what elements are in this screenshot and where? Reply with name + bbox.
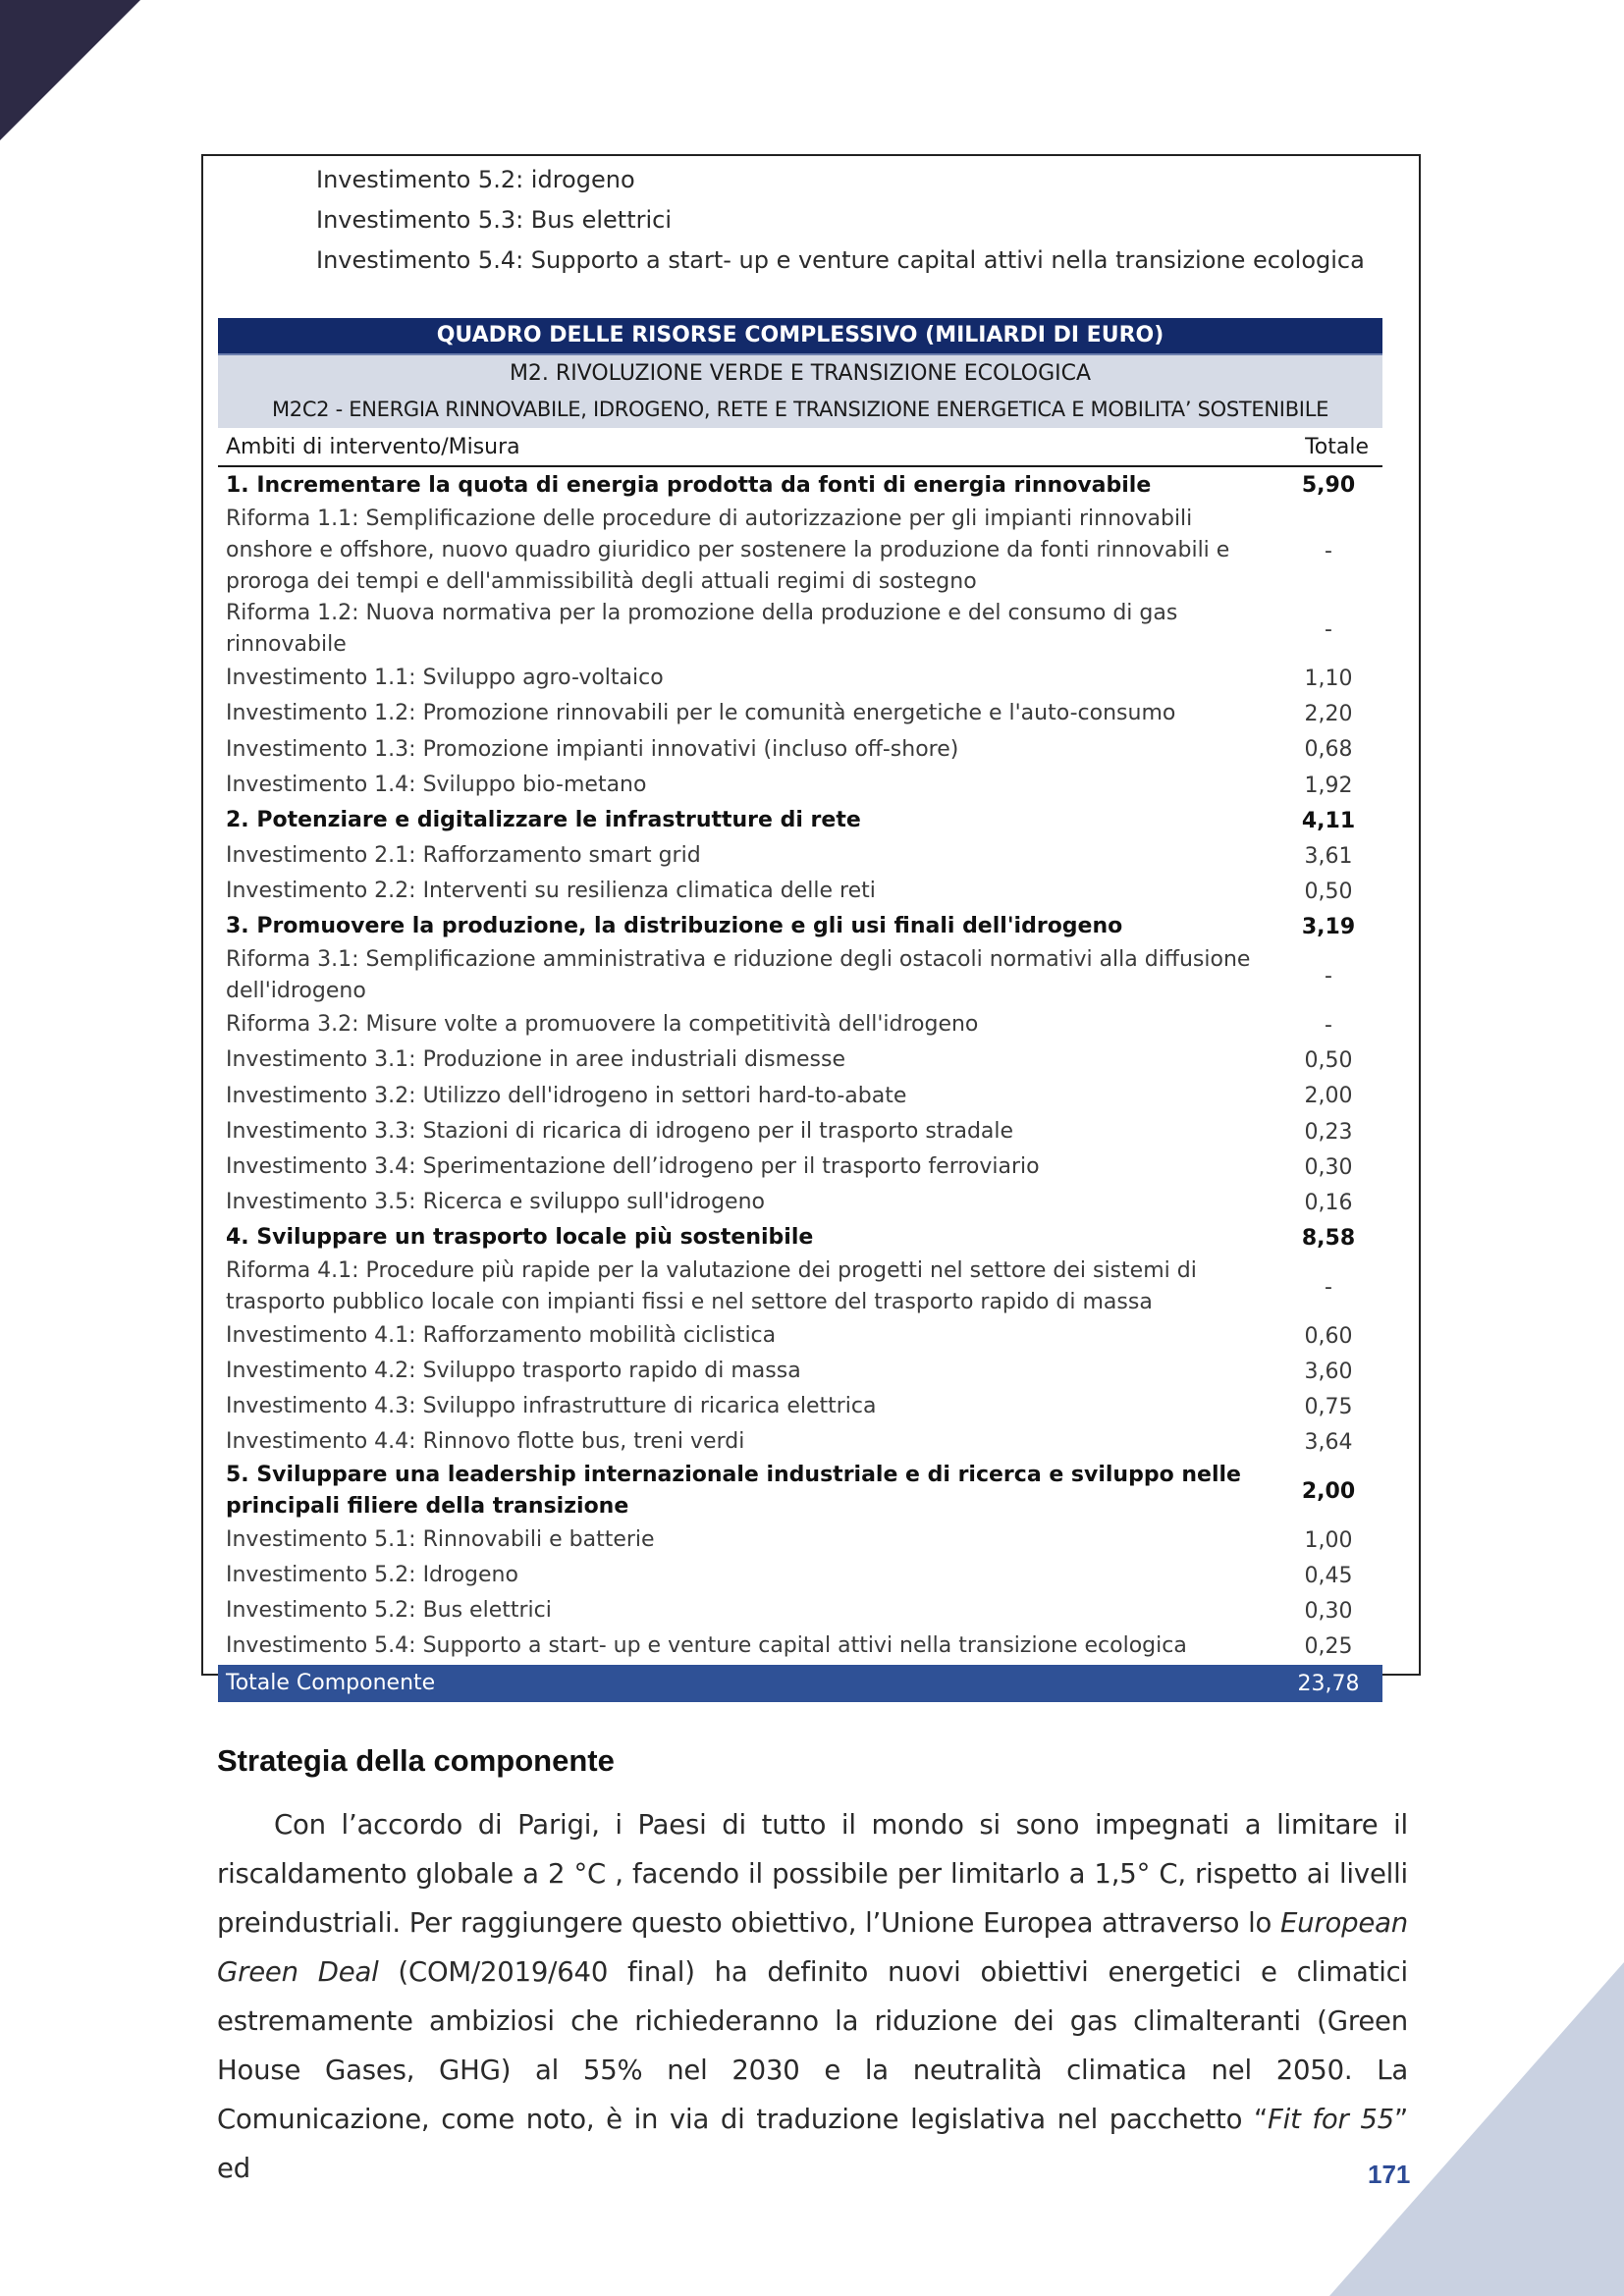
row-value: 1,00 (1304, 1527, 1353, 1553)
row-label: 1. Incrementare la quota di energia prodotta da fonti di energia rinnovabile (226, 472, 1152, 498)
row-label: 2. Potenziare e digitalizzare le infrastrutture di rete (226, 808, 861, 832)
table-total-row (218, 1665, 1382, 1702)
table-row (218, 838, 1382, 874)
row-value: 0,16 (1304, 1190, 1353, 1215)
row-label: Riforma 3.2: Misure volte a promuovere la competitività dell'idrogeno (226, 1012, 979, 1037)
row-label: 3. Promuovere la produzione, la distribuzione e gli usi finali dell'idrogeno (226, 914, 1123, 938)
row-value: 0,30 (1304, 1598, 1353, 1624)
row-label: Investimento 5.2: Bus elettrici (226, 1598, 552, 1623)
section-title: Strategia della componente (217, 1743, 615, 1778)
page-number: 171 (1368, 2160, 1411, 2189)
row-value: 4,11 (1301, 808, 1356, 833)
row-label: Investimento 4.3: Sviluppo infrastrutture di ricarica elettrica (226, 1394, 877, 1418)
row-value: - (1325, 538, 1332, 563)
list-item: Investimento 5.3: Bus elettrici (316, 206, 673, 234)
table-row (218, 1629, 1382, 1664)
row-label: Riforma 1.1: Semplificazione delle procedure di autorizzazione per gli impianti rinnovabili onshore e offshore, nuovo quadro giuridico per sostenere la produzione da fonti rinnovabili e proroga dei tempi e dell'ammissibilità degli attuali regimi di sostegno (226, 507, 1230, 594)
row-label: Riforma 1.2: Nuova normativa per la promozione della produzione e del consumo di gas rinnovabile (226, 601, 1178, 657)
row-value: - (1325, 616, 1332, 642)
row-label: Investimento 1.1: Sviluppo agro-voltaico (226, 666, 664, 690)
table-row (218, 1185, 1382, 1220)
row-label: Investimento 2.2: Interventi su resilienza climatica delle reti (226, 879, 876, 903)
row-value: 0,23 (1304, 1119, 1353, 1145)
table-row (218, 1007, 1382, 1042)
body-text-part: (COM/2019/640 final) ha definito nuovi obiettivi energetici e climatici estremamente ambiziosi che richiederanno la riduzione dei gas climalteranti (Green House Gases, GHG) al 55% nel 2030 e la neutralità climatica nel 2050. La Comunicazione, come noto, è in via di traduzione legislativa nel pacchetto “ (217, 1956, 1408, 2135)
row-value: 3,64 (1304, 1429, 1353, 1455)
row-label: Investimento 4.2: Sviluppo trasporto rapido di massa (226, 1359, 801, 1383)
table-row (218, 1114, 1382, 1149)
row-value: 2,00 (1301, 1478, 1356, 1504)
table-row (218, 1593, 1382, 1629)
row-value: 3,60 (1304, 1359, 1353, 1384)
row-value: 0,60 (1304, 1323, 1353, 1349)
table-row (218, 1389, 1382, 1424)
table-row (218, 731, 1382, 768)
row-value: 3,61 (1304, 843, 1353, 869)
table-mission: M2. RIVOLUZIONE VERDE E TRANSIZIONE ECOLOGICA (218, 355, 1382, 392)
row-label: Investimento 1.4: Sviluppo bio-metano (226, 773, 647, 797)
table-row (218, 803, 1382, 838)
body-text-emphasis: Fit for 55 (1268, 2104, 1394, 2135)
table-row (218, 1522, 1382, 1558)
row-label: Investimento 1.2: Promozione rinnovabili per le comunità energetiche e l'auto-consumo (226, 701, 1176, 725)
table-row (218, 1354, 1382, 1389)
body-paragraph (217, 1800, 1411, 2193)
table-row (218, 1424, 1382, 1460)
row-label: Investimento 3.2: Utilizzo dell'idrogeno in settori hard-to-abate (226, 1083, 907, 1108)
row-value: 8,58 (1301, 1225, 1356, 1251)
row-label: Riforma 4.1: Procedure più rapide per la valutazione dei progetti nel settore dei sistemi di trasporto pubblico locale con impianti fissi e nel settore del trasporto rapido di massa (226, 1258, 1197, 1314)
row-label: Investimento 3.1: Produzione in aree industriali dismesse (226, 1047, 845, 1072)
table-row (218, 1558, 1382, 1593)
table-row (218, 661, 1382, 696)
table-row (218, 1318, 1382, 1354)
table-row (218, 504, 1382, 598)
table-row (218, 944, 1382, 1007)
row-value: 0,30 (1304, 1154, 1353, 1180)
table-row (218, 909, 1382, 944)
column-header-ambiti: Ambiti di intervento/Misura (226, 434, 520, 459)
total-value: 23,78 (1297, 1671, 1360, 1696)
table-component: M2C2 - ENERGIA RINNOVABILE, IDROGENO, RETE E TRANSIZIONE ENERGETICA E MOBILITA’ SOSTENIBILE (218, 392, 1382, 428)
row-label: Investimento 2.1: Rafforzamento smart grid (226, 843, 701, 868)
list-item: Investimento 5.2: idrogeno (316, 166, 635, 193)
row-value: - (1325, 1274, 1332, 1300)
row-label: 4. Sviluppare un trasporto locale più sostenibile (226, 1225, 814, 1250)
table-row (218, 1460, 1382, 1522)
row-value: 0,50 (1304, 1047, 1353, 1073)
row-value: 0,45 (1304, 1563, 1353, 1588)
table-row (218, 598, 1382, 661)
row-value: 0,50 (1304, 879, 1353, 904)
table-row (218, 1220, 1382, 1255)
row-value: 0,75 (1304, 1394, 1353, 1419)
row-value: 2,00 (1304, 1084, 1353, 1108)
table-row (218, 1255, 1382, 1318)
row-value: 1,92 (1304, 773, 1353, 798)
total-label: Totale Componente (226, 1671, 436, 1695)
column-header-totale: Totale (1305, 434, 1369, 459)
row-value: 0,25 (1304, 1633, 1353, 1659)
table-row (218, 467, 1382, 504)
row-label: Investimento 5.4: Supporto a start- up e venture capital attivi nella transizione ecologica (226, 1633, 1187, 1658)
row-label: Investimento 5.1: Rinnovabili e batterie (226, 1527, 655, 1552)
row-label: Investimento 1.3: Promozione impianti innovativi (incluso off-shore) (226, 736, 959, 762)
table-row (218, 1078, 1382, 1114)
corner-decoration-top-left (0, 0, 140, 140)
resources-box (201, 154, 1421, 1696)
row-label: Investimento 3.5: Ricerca e sviluppo sull'idrogeno (226, 1190, 765, 1214)
row-label: Riforma 3.1: Semplificazione amministrativa e riduzione degli ostacoli normativi alla diffusione dell'idrogeno (226, 947, 1251, 1003)
table-row (218, 768, 1382, 803)
row-value: 0,68 (1304, 737, 1353, 762)
body-text-part: Con l’accordo di Parigi, i Paesi di tutto il mondo si sono impegnati a limitare il riscaldamento globale a 2 °C , facendo il possibile per limitarlo a 1,5° C, rispetto ai livelli preindustriali. Per raggiungere questo obiettivo, l’Unione Europea attraverso lo (217, 1809, 1408, 1939)
body-text-emphasis: European Green Deal (217, 1907, 1408, 1988)
table-row (218, 696, 1382, 731)
row-label: Investimento 3.4: Sperimentazione dell’idrogeno per il trasporto ferroviario (226, 1154, 1040, 1179)
row-value: - (1325, 963, 1332, 988)
row-value: 2,20 (1304, 701, 1353, 726)
row-label: 5. Sviluppare una leadership internazionale industriale e di ricerca e sviluppo nelle principali filiere della transizione (226, 1463, 1241, 1519)
row-value: 5,90 (1301, 473, 1356, 498)
row-value: 1,10 (1304, 666, 1353, 691)
table-row (218, 874, 1382, 909)
table-header (218, 428, 1382, 467)
row-value: 3,19 (1301, 914, 1356, 939)
row-label: Investimento 5.2: Idrogeno (226, 1563, 518, 1587)
row-label: Investimento 4.4: Rinnovo flotte bus, treni verdi (226, 1429, 745, 1454)
table-body (218, 467, 1382, 1664)
table-row (218, 1149, 1382, 1185)
row-label: Investimento 4.1: Rafforzamento mobilità ciclistica (226, 1323, 777, 1348)
table-title: QUADRO DELLE RISORSE COMPLESSIVO (MILIARDI DI EURO) (218, 318, 1382, 355)
row-value: - (1325, 1012, 1332, 1038)
resources-table (218, 318, 1382, 1702)
row-label: Investimento 3.3: Stazioni di ricarica di idrogeno per il trasporto stradale (226, 1119, 1014, 1144)
table-row (218, 1042, 1382, 1078)
body-text-part: ” ed (217, 2104, 1409, 2184)
list-item: Investimento 5.4: Supporto a start- up e venture capital attivi nella transizione ecologica (316, 246, 1365, 274)
investment-list-continued (316, 160, 1365, 281)
